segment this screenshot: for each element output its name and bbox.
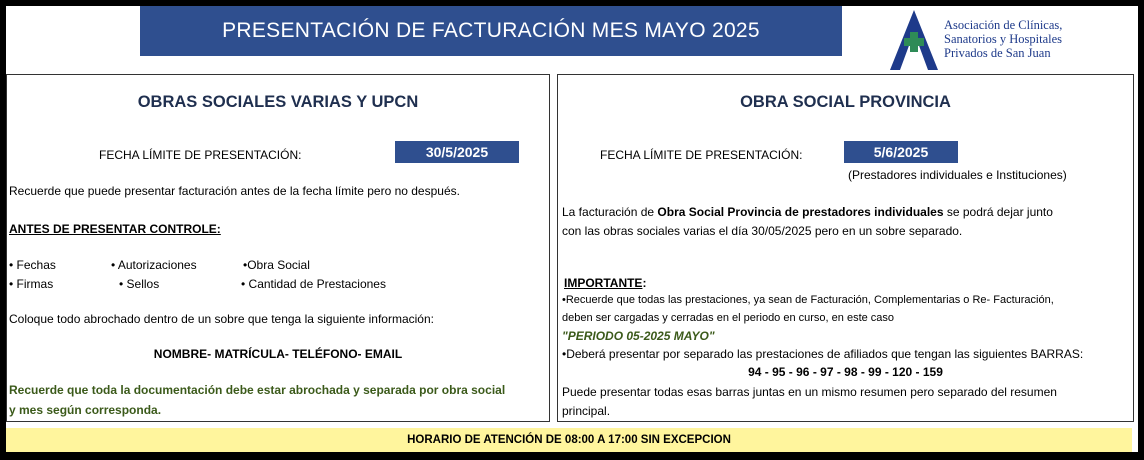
obras-sociales-panel (6, 74, 550, 422)
deadline-date: 30/5/2025 (395, 141, 519, 163)
deadline-date: 5/6/2025 (844, 141, 958, 163)
office-hours-banner: HORARIO DE ATENCIÓN DE 08:00 A 17:00 SIN EXCEPCION (6, 428, 1132, 452)
important-line-2: deben ser cargadas y cerradas en el periodo en curso, en este caso (562, 312, 895, 324)
bars-list: 94 - 95 - 96 - 97 - 98 - 99 - 120 - 159 (748, 365, 943, 379)
period-text: "PERIODO 05-2025 MAYO" (562, 329, 715, 343)
panel-title: OBRA SOCIAL PROVINCIA (740, 93, 951, 111)
important-line-1: •Recuerde que todas las prestaciones, ya sean de Facturación, Complementarias o Re- Facturación, (562, 294, 1054, 306)
closing-line-2: principal. (562, 404, 611, 418)
logo-line-2: Sanatorios y Hospitales (944, 32, 1063, 46)
deadline-label: FECHA LÍMITE DE PRESENTACIÓN: (600, 148, 803, 162)
provincia-paragraph-line-2: con las obras sociales varias el día 30/05/2025 pero en un sobre separado. (562, 224, 963, 238)
deadline-note: (Prestadores individuales e Instituciones) (848, 168, 1067, 182)
bars-line: •Deberá presentar por separado las prestaciones de afiliados que tengan las siguientes BARRAS: (562, 347, 1084, 361)
remember-text: Recuerde que puede presentar facturación antes de la fecha límite pero no después. (9, 184, 460, 198)
deadline-label: FECHA LÍMITE DE PRESENTACIÓN: (99, 148, 302, 162)
logo-a-mark-icon (886, 8, 942, 72)
note-line-2: y mes según corresponda. (9, 403, 162, 417)
note-line-1: Recuerde que toda la documentación debe estar abrochada y separada por obra social (9, 383, 506, 397)
check-item: •Obra Social (243, 258, 310, 272)
check-item: • Fechas (9, 258, 56, 272)
obra-social-provincia-panel (557, 74, 1134, 422)
info-fields: NOMBRE- MATRÍCULA- TELÉFONO- EMAIL (153, 347, 403, 361)
provincia-paragraph: La facturación de Obra Social Provincia de prestadores individuales se podrá dejar junto (562, 205, 1053, 219)
check-item: • Cantidad de Prestaciones (241, 277, 386, 291)
instruction-text: Coloque todo abrochado dentro de un sobre que tenga la siguiente información: (9, 312, 434, 326)
important-heading: IMPORTANTE: (564, 276, 647, 290)
check-item: • Firmas (9, 277, 54, 291)
check-item: • Sellos (119, 277, 160, 291)
check-item: • Autorizaciones (111, 258, 197, 272)
logo-line-3: Privados de San Juan (944, 46, 1051, 60)
panel-title: OBRAS SOCIALES VARIAS Y UPCN (137, 93, 419, 111)
page-title: PRESENTACIÓN DE FACTURACIÓN MES MAYO 2025 (140, 6, 842, 56)
closing-line-1: Puede presentar todas esas barras juntas en un mismo resumen pero separado del resumen (562, 385, 1057, 399)
association-logo (886, 8, 1076, 72)
logo-line-1: Asociación de Clínicas, (944, 18, 1063, 32)
check-heading: ANTES DE PRESENTAR CONTROLE: (9, 222, 221, 236)
